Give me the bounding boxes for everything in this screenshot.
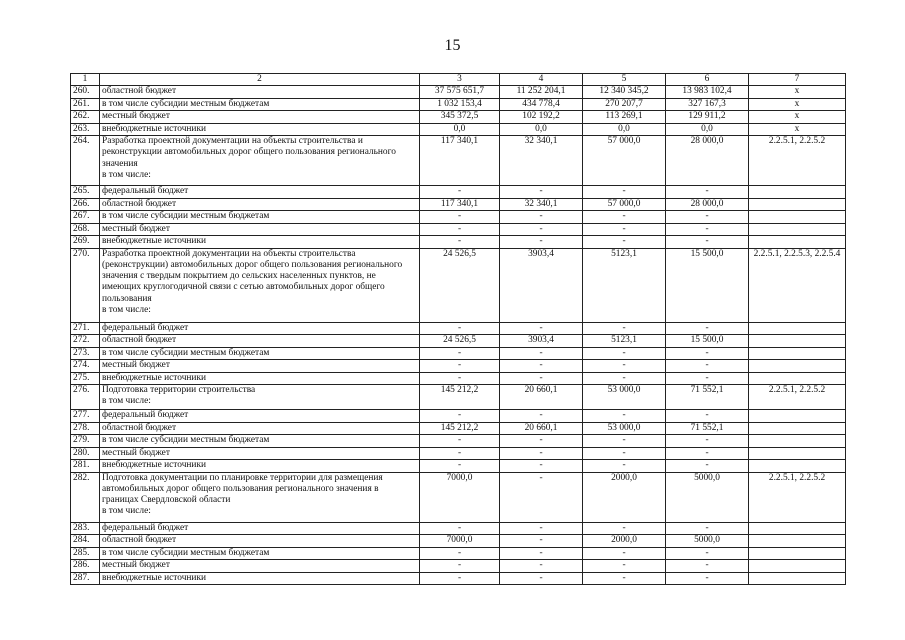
value-col-5: - [583, 236, 666, 249]
value-col-4: - [500, 572, 583, 585]
value-col-4: - [500, 435, 583, 448]
value-col-5: - [583, 322, 666, 335]
value-col-5: - [583, 522, 666, 535]
value-col-6: 13 983 102,4 [666, 86, 749, 99]
value-col-3: - [420, 223, 500, 236]
value-col-3: - [420, 435, 500, 448]
value-col-6: - [666, 322, 749, 335]
value-col-5: - [583, 447, 666, 460]
row-number: 265. [71, 186, 100, 199]
row-number: 277. [71, 410, 100, 423]
row-number: 278. [71, 422, 100, 435]
page-number: 15 [444, 37, 461, 54]
row-description: Подготовка территории строительства в том числе: [100, 385, 420, 410]
value-col-5: - [583, 347, 666, 360]
row-number: 262. [71, 111, 100, 124]
value-col-4: - [500, 211, 583, 224]
target-codes [749, 560, 846, 573]
value-col-6: 0,0 [666, 123, 749, 136]
value-col-5: 2000,0 [583, 472, 666, 522]
column-header: 6 [666, 74, 749, 86]
value-col-5: - [583, 547, 666, 560]
target-codes [749, 335, 846, 348]
row-description: внебюджетные источники [100, 460, 420, 473]
target-codes: x [749, 98, 846, 111]
value-col-6: 28 000,0 [666, 198, 749, 211]
table-row [71, 123, 846, 136]
value-col-5: 5123,1 [583, 335, 666, 348]
value-col-4: - [500, 223, 583, 236]
value-col-5: 5123,1 [583, 248, 666, 322]
value-col-5: - [583, 360, 666, 373]
row-description: Разработка проектной документации на объекты строительства (реконструкции) автомобильных дорог общего пользования регионального значения с твердым покрытием до сельских населенных пунктов, не имеющих круглогодичной связи с сетью автомобильных дорог общего пользования в том числе: [100, 248, 420, 322]
target-codes: x [749, 111, 846, 124]
table-row [71, 248, 846, 322]
value-col-5: 270 207,7 [583, 98, 666, 111]
value-col-3: - [420, 447, 500, 460]
value-col-3: - [420, 522, 500, 535]
value-col-4: 0,0 [500, 123, 583, 136]
value-col-4: 32 340,1 [500, 198, 583, 211]
value-col-4: - [500, 410, 583, 423]
value-col-4: 3903,4 [500, 335, 583, 348]
row-number: 275. [71, 372, 100, 385]
value-col-3: - [420, 186, 500, 199]
target-codes: x [749, 123, 846, 136]
value-col-3: - [420, 560, 500, 573]
row-number: 279. [71, 435, 100, 448]
row-number: 268. [71, 223, 100, 236]
target-codes [749, 522, 846, 535]
value-col-6: 71 552,1 [666, 422, 749, 435]
value-col-3: - [420, 211, 500, 224]
target-codes: 2.2.5.1, 2.2.5.2 [749, 385, 846, 410]
row-number: 264. [71, 136, 100, 186]
value-col-6: - [666, 460, 749, 473]
row-description: областной бюджет [100, 422, 420, 435]
target-codes [749, 223, 846, 236]
row-number: 270. [71, 248, 100, 322]
value-col-5: 53 000,0 [583, 422, 666, 435]
table-row [71, 335, 846, 348]
row-description: Подготовка документации по планировке территории для размещения автомобильных дорог общего пользования регионального значения в границах Свердловской области в том числе: [100, 472, 420, 522]
row-description: местный бюджет [100, 111, 420, 124]
value-col-6: - [666, 360, 749, 373]
table-row [71, 535, 846, 548]
value-col-3: 1 032 153,4 [420, 98, 500, 111]
row-description: областной бюджет [100, 86, 420, 99]
column-header: 2 [100, 74, 420, 86]
value-col-4: 20 660,1 [500, 422, 583, 435]
table-row [71, 422, 846, 435]
value-col-6: 15 500,0 [666, 335, 749, 348]
table-row [71, 435, 846, 448]
row-number: 261. [71, 98, 100, 111]
value-col-3: - [420, 547, 500, 560]
table-row [71, 360, 846, 373]
value-col-3: 117 340,1 [420, 136, 500, 186]
row-number: 283. [71, 522, 100, 535]
row-number: 284. [71, 535, 100, 548]
target-codes [749, 372, 846, 385]
row-description: федеральный бюджет [100, 322, 420, 335]
value-col-5: 12 340 345,2 [583, 86, 666, 99]
row-description: местный бюджет [100, 223, 420, 236]
target-codes [749, 435, 846, 448]
target-codes [749, 547, 846, 560]
row-number: 263. [71, 123, 100, 136]
value-col-4: - [500, 460, 583, 473]
table-row [71, 560, 846, 573]
value-col-5: 2000,0 [583, 535, 666, 548]
table-row [71, 98, 846, 111]
row-number: 287. [71, 572, 100, 585]
table-row [71, 111, 846, 124]
value-col-3: - [420, 572, 500, 585]
value-col-3: - [420, 410, 500, 423]
value-col-5: - [583, 223, 666, 236]
value-col-5: 0,0 [583, 123, 666, 136]
value-col-3: - [420, 322, 500, 335]
value-col-4: 32 340,1 [500, 136, 583, 186]
row-number: 273. [71, 347, 100, 360]
value-col-6: - [666, 186, 749, 199]
value-col-5: - [583, 211, 666, 224]
table-row [71, 447, 846, 460]
table-row [71, 572, 846, 585]
row-description: Разработка проектной документации на объекты строительства и реконструкции автомобильных дорог общего пользования регионального значения в том числе: [100, 136, 420, 186]
row-number: 274. [71, 360, 100, 373]
value-col-6: 327 167,3 [666, 98, 749, 111]
value-col-3: 145 212,2 [420, 422, 500, 435]
value-col-3: 345 372,5 [420, 111, 500, 124]
value-col-6: 28 000,0 [666, 136, 749, 186]
target-codes [749, 572, 846, 585]
table-row [71, 347, 846, 360]
value-col-6: - [666, 372, 749, 385]
target-codes [749, 535, 846, 548]
table-row [71, 547, 846, 560]
row-description: областной бюджет [100, 535, 420, 548]
row-number: 271. [71, 322, 100, 335]
table-row [71, 86, 846, 99]
table-row [71, 211, 846, 224]
row-number: 266. [71, 198, 100, 211]
value-col-3: 7000,0 [420, 472, 500, 522]
target-codes [749, 322, 846, 335]
value-col-5: - [583, 460, 666, 473]
target-codes [749, 347, 846, 360]
row-description: федеральный бюджет [100, 522, 420, 535]
row-description: в том числе субсидии местным бюджетам [100, 547, 420, 560]
value-col-4: 11 252 204,1 [500, 86, 583, 99]
value-col-6: - [666, 572, 749, 585]
value-col-5: 57 000,0 [583, 198, 666, 211]
row-number: 282. [71, 472, 100, 522]
value-col-4: - [500, 547, 583, 560]
target-codes: 2.2.5.1, 2.2.5.2 [749, 472, 846, 522]
value-col-5: - [583, 372, 666, 385]
column-header: 5 [583, 74, 666, 86]
value-col-5: - [583, 435, 666, 448]
value-col-6: 129 911,2 [666, 111, 749, 124]
value-col-4: 3903,4 [500, 248, 583, 322]
target-codes [749, 410, 846, 423]
table-row [71, 372, 846, 385]
column-header: 1 [71, 74, 100, 86]
value-col-4: - [500, 347, 583, 360]
value-col-6: - [666, 410, 749, 423]
value-col-4: 102 192,2 [500, 111, 583, 124]
target-codes [749, 360, 846, 373]
value-col-3: 37 575 651,7 [420, 86, 500, 99]
value-col-6: - [666, 223, 749, 236]
value-col-6: - [666, 547, 749, 560]
row-description: внебюджетные источники [100, 236, 420, 249]
table-row [71, 472, 846, 522]
value-col-6: - [666, 347, 749, 360]
target-codes [749, 422, 846, 435]
row-description: федеральный бюджет [100, 410, 420, 423]
column-header: 3 [420, 74, 500, 86]
target-codes [749, 198, 846, 211]
table-row [71, 385, 846, 410]
value-col-4: - [500, 522, 583, 535]
value-col-3: - [420, 347, 500, 360]
value-col-3: - [420, 372, 500, 385]
value-col-3: - [420, 360, 500, 373]
row-number: 276. [71, 385, 100, 410]
row-description: в том числе субсидии местным бюджетам [100, 211, 420, 224]
value-col-4: - [500, 535, 583, 548]
column-header: 4 [500, 74, 583, 86]
value-col-3: 145 212,2 [420, 385, 500, 410]
value-col-3: 24 526,5 [420, 335, 500, 348]
value-col-4: 434 778,4 [500, 98, 583, 111]
target-codes: x [749, 86, 846, 99]
value-col-4: - [500, 186, 583, 199]
value-col-4: - [500, 236, 583, 249]
value-col-3: 0,0 [420, 123, 500, 136]
row-description: в том числе субсидии местным бюджетам [100, 347, 420, 360]
value-col-4: - [500, 322, 583, 335]
row-number: 267. [71, 211, 100, 224]
value-col-4: - [500, 360, 583, 373]
value-col-4: - [500, 560, 583, 573]
row-description: местный бюджет [100, 360, 420, 373]
value-col-3: 117 340,1 [420, 198, 500, 211]
target-codes: 2.2.5.1, 2.2.5.2 [749, 136, 846, 186]
value-col-6: - [666, 435, 749, 448]
row-number: 286. [71, 560, 100, 573]
value-col-6: 71 552,1 [666, 385, 749, 410]
target-codes: 2.2.5.1, 2.2.5.3, 2.2.5.4 [749, 248, 846, 322]
target-codes [749, 460, 846, 473]
value-col-4: - [500, 447, 583, 460]
value-col-6: 5000,0 [666, 472, 749, 522]
row-number: 285. [71, 547, 100, 560]
value-col-3: 7000,0 [420, 535, 500, 548]
value-col-3: 24 526,5 [420, 248, 500, 322]
table-row [71, 322, 846, 335]
row-number: 281. [71, 460, 100, 473]
value-col-6: - [666, 560, 749, 573]
row-description: областной бюджет [100, 335, 420, 348]
row-description: внебюджетные источники [100, 572, 420, 585]
row-description: внебюджетные источники [100, 372, 420, 385]
value-col-6: 15 500,0 [666, 248, 749, 322]
row-number: 280. [71, 447, 100, 460]
header-row [71, 74, 846, 86]
table-row [71, 236, 846, 249]
target-codes [749, 211, 846, 224]
row-number: 260. [71, 86, 100, 99]
value-col-5: 53 000,0 [583, 385, 666, 410]
table-row [71, 186, 846, 199]
value-col-5: 57 000,0 [583, 136, 666, 186]
value-col-5: - [583, 186, 666, 199]
value-col-3: - [420, 460, 500, 473]
row-description: в том числе субсидии местным бюджетам [100, 435, 420, 448]
row-description: в том числе субсидии местным бюджетам [100, 98, 420, 111]
value-col-5: - [583, 410, 666, 423]
target-codes [749, 236, 846, 249]
value-col-5: 113 269,1 [583, 111, 666, 124]
value-col-6: - [666, 211, 749, 224]
value-col-5: - [583, 560, 666, 573]
target-codes [749, 447, 846, 460]
value-col-5: - [583, 572, 666, 585]
row-number: 269. [71, 236, 100, 249]
row-number: 272. [71, 335, 100, 348]
value-col-4: - [500, 472, 583, 522]
row-description: федеральный бюджет [100, 186, 420, 199]
table-row [71, 198, 846, 211]
table-row [71, 410, 846, 423]
row-description: внебюджетные источники [100, 123, 420, 136]
table-row [71, 223, 846, 236]
budget-table [70, 73, 846, 585]
value-col-6: - [666, 522, 749, 535]
value-col-4: - [500, 372, 583, 385]
column-header: 7 [749, 74, 846, 86]
value-col-4: 20 660,1 [500, 385, 583, 410]
table-row [71, 136, 846, 186]
row-description: областной бюджет [100, 198, 420, 211]
target-codes [749, 186, 846, 199]
value-col-3: - [420, 236, 500, 249]
value-col-6: - [666, 447, 749, 460]
row-description: местный бюджет [100, 447, 420, 460]
table-row [71, 522, 846, 535]
value-col-6: - [666, 236, 749, 249]
value-col-6: 5000,0 [666, 535, 749, 548]
table-row [71, 460, 846, 473]
row-description: местный бюджет [100, 560, 420, 573]
